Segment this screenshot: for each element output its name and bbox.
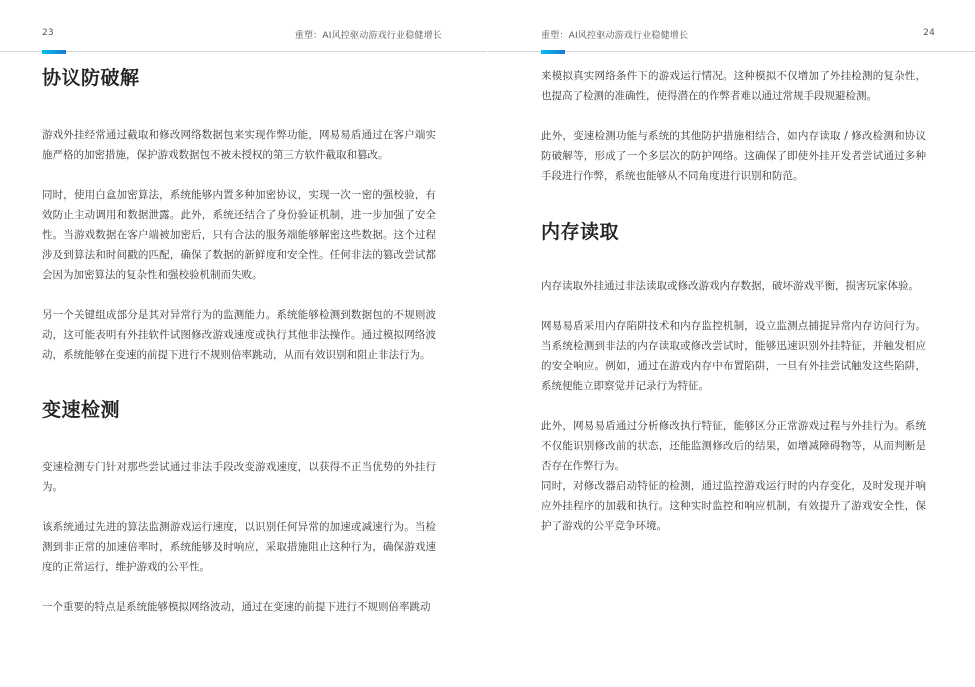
- paragraph: 游戏外挂经常通过截取和修改网络数据包来实现作弊功能，网易易盾通过在客户端实施严格的加密措施，保护游戏数据包不被未授权的第三方软件截取和篡改。: [42, 129, 436, 161]
- paragraph: 一个重要的特点是系统能够模拟网络波动，通过在变速的前提下进行不规则倍率跳动: [42, 601, 431, 613]
- page-number: 23: [42, 28, 54, 38]
- right-page-body: [541, 64, 926, 536]
- paragraph: 此外，变速检测功能与系统的其他防护措施相结合，如内存读取 / 修改检测和协议防破解等，形成了一个多层次的防护网络。这确保了即使外挂开发者尝试通过多种手段进行作弊，系统也能够从不同角度进行识别和防范。: [541, 130, 926, 182]
- left-page: [0, 0, 487, 687]
- paragraph: 来模拟真实网络条件下的游戏运行情况。这种模拟不仅增加了外挂检测的复杂性，也提高了检测的准确性，使得潜在的作弊者难以通过常规手段规避检测。: [541, 70, 926, 102]
- header-divider: [0, 51, 487, 52]
- right-page: [488, 0, 975, 687]
- paragraph: 同时，对修改器启动特征的检测，通过监控游戏运行时的内存变化，及时发现并响应外挂程序的加载和执行。这种实时监控和响应机制，有效提升了游戏安全性，保护了游戏的公平竞争环境。: [541, 480, 926, 532]
- section-heading: 内存读取: [541, 221, 620, 243]
- running-title: 重塑：AI风控驱动游戏行业稳健增长: [541, 31, 689, 41]
- paragraph: 该系统通过先进的算法监测游戏运行速度，以识别任何异常的加速或减速行为。当检测到非正常的加速倍率时，系统能够及时响应，采取措施阻止这种行为，确保游戏速度的正常运行，维护游戏的公平性。: [42, 521, 436, 573]
- paragraph: 网易易盾采用内存陷阱技术和内存监控机制，设立监测点捕捉异常内存访问行为。当系统检测到非法的内存读取或修改尝试时，能够迅速识别外挂特征，并触发相应的安全响应。例如，通过在游戏内存中布置陷阱，一旦有外挂尝试触发这些陷阱，系统便能立即察觉并记录行为特征。: [541, 320, 926, 392]
- header-accent-bar: [541, 50, 565, 54]
- paragraph: 同时，使用白盒加密算法，系统能够内置多种加密协议，实现一次一密的强校验，有效防止主动调用和数据泄露。此外，系统还结合了身份验证机制，进一步加强了安全性。当游戏数据在客户端被加密后，只有合法的服务端能够解密这些数据。这个过程涉及到算法和时间戳的匹配，确保了数据的新鲜度和安全性。任何非法的篡改尝试都会因为加密算法的复杂性和强校验机制而失败。: [42, 189, 436, 281]
- paragraph: 内存读取外挂通过非法读取或修改游戏内存数据，破坏游戏平衡，损害玩家体验。: [541, 280, 919, 292]
- header-accent-bar: [42, 50, 66, 54]
- running-title: 重塑：AI风控驱动游戏行业稳健增长: [294, 31, 442, 41]
- paragraph: 此外，网易易盾通过分析修改执行特征，能够区分正常游戏过程与外挂行为。系统不仅能识别修改前的状态，还能监测修改后的结果，如增减障碍物等，从而判断是否存在作弊行为。: [541, 420, 926, 472]
- paragraph: 另一个关键组成部分是其对异常行为的监测能力。系统能够检测到数据包的不规则波动，这可能表明有外挂软件试图修改游戏速度或执行其他非法操作。通过模拟网络波动，系统能够在变速的前提下进行不规则倍率跳动，从而有效识别和阻止非法行为。: [42, 309, 436, 361]
- page-number: 24: [923, 28, 935, 38]
- left-page-body: [42, 64, 436, 617]
- section-heading: 变速检测: [42, 399, 121, 421]
- section-heading: 协议防破解: [42, 67, 140, 89]
- paragraph: 变速检测专门针对那些尝试通过非法手段改变游戏速度，以获得不正当优势的外挂行为。: [42, 461, 436, 493]
